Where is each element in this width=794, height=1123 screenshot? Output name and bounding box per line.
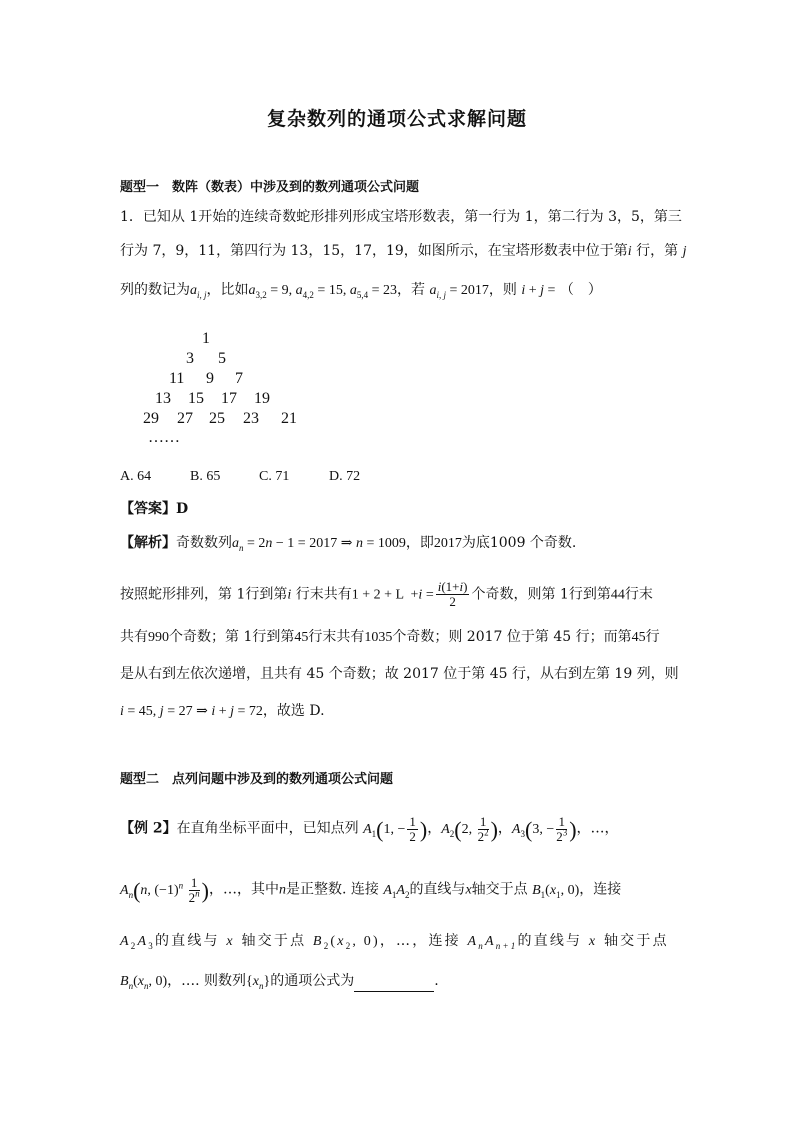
analysis-line5: i = 45, j = 27 ⇒ i + j = 72，故选 D. (120, 703, 325, 719)
pyramid-dots: …… (148, 429, 180, 446)
pyramid-cell: 27 (177, 410, 193, 427)
page-title: 复杂数列的通项公式求解问题 (266, 108, 527, 130)
option-d: D. 72 (329, 469, 361, 484)
analysis-line1: 【解析】奇数数列$a_n = 2n - 1 = 2017$ ⇒ n = 1009，即2017为底1009 个奇数. (120, 535, 577, 553)
pyramid-cell: 15 (188, 390, 204, 407)
option-c: C. 71 (259, 469, 290, 484)
answer-blank[interactable] (354, 977, 434, 992)
pyramid-cell: 5 (218, 350, 226, 367)
pyramid-cell: 17 (221, 390, 237, 407)
pyramid-cell: 9 (206, 370, 214, 387)
answer: 【答案】D (120, 501, 189, 517)
question1-line2: 行为 7，9，11，第四行为 13，15，17，19，如图所示，在宝塔形数表中位于第i 行，第 j (120, 243, 687, 259)
pyramid-cell: 7 (235, 370, 243, 387)
pyramid-cell: 11 (169, 370, 185, 387)
pyramid-cell: 29 (143, 410, 159, 427)
pyramid-cell: 3 (186, 350, 194, 367)
option-b: B. 65 (190, 469, 221, 484)
pyramid-cell: 1 (202, 330, 210, 347)
section2-heading: 题型二 点列问题中涉及到的数列通项公式问题 (120, 772, 394, 787)
option-a: A. 64 (120, 469, 152, 484)
example2-line2: $A_n(n$, $(-1)^n$ $\frac{1}{2^n}$ )，…，其中n是正整数. 连接 $A_1A_2$的直线与x轴交于点 $B_1(x_1$, 0)，连接 (120, 875, 622, 905)
question1-line1: 1．已知从 1开始的连续奇数蛇形排列形成宝塔形数表，第一行为 1，第二行为 3，5，第三 (120, 209, 682, 225)
analysis-line3: 共有990个奇数；第 1行到第45行末共有1035个奇数；则 2017 位于第 45 行；而第45行 (120, 629, 660, 645)
pyramid-cell: 25 (209, 410, 225, 427)
pyramid-cell: 13 (155, 390, 171, 407)
question1-line3: 列的数记为$a_{i, j}$，比如$a_{3,2} = 9$, $a_{4,2} = 15$, $a_{5,4} = 23$，若 $a_{i, j} = 2017$，则 i + j = （ ） (120, 282, 602, 300)
example2-line4: $B_n(x_n$, 0)，…. 则数列$\{x_n\}$的通项公式为 . (120, 973, 439, 991)
section1-heading: 题型一 数阵（数表）中涉及到的数列通项公式问题 (120, 180, 420, 195)
example2-line3: $A_2A_3$的直线与 x 轴交于点 $B_2(x_2$, 0)，…，连接 $A_nA_{n+1}$的直线与 x 轴交于点 (120, 933, 669, 951)
analysis-line2: 按照蛇形排列，第 1行到第i 行末共有1 + 2 + L +i = $\frac{i(1+i)}{2}$ 个奇数，则第 1行到第44行末 (120, 579, 653, 609)
pyramid-cell: 23 (243, 410, 259, 427)
pyramid-cell: 21 (281, 410, 297, 427)
pyramid-cell: 19 (254, 390, 270, 407)
analysis-line4: 是从右到左依次递增，且共有 45 个奇数；故 2017 位于第 45 行，从右到左第 19 列，则 (120, 666, 679, 682)
example2-line1: 【例 2】在直角坐标平面中，已知点列 $A_1(1$, − $\frac{1}{2}$ )，$A_2(2$, $\frac{1}{2^2}$ )，$A_3(3$, − $\frac{1}{2^3}$ )，…， (120, 814, 619, 844)
